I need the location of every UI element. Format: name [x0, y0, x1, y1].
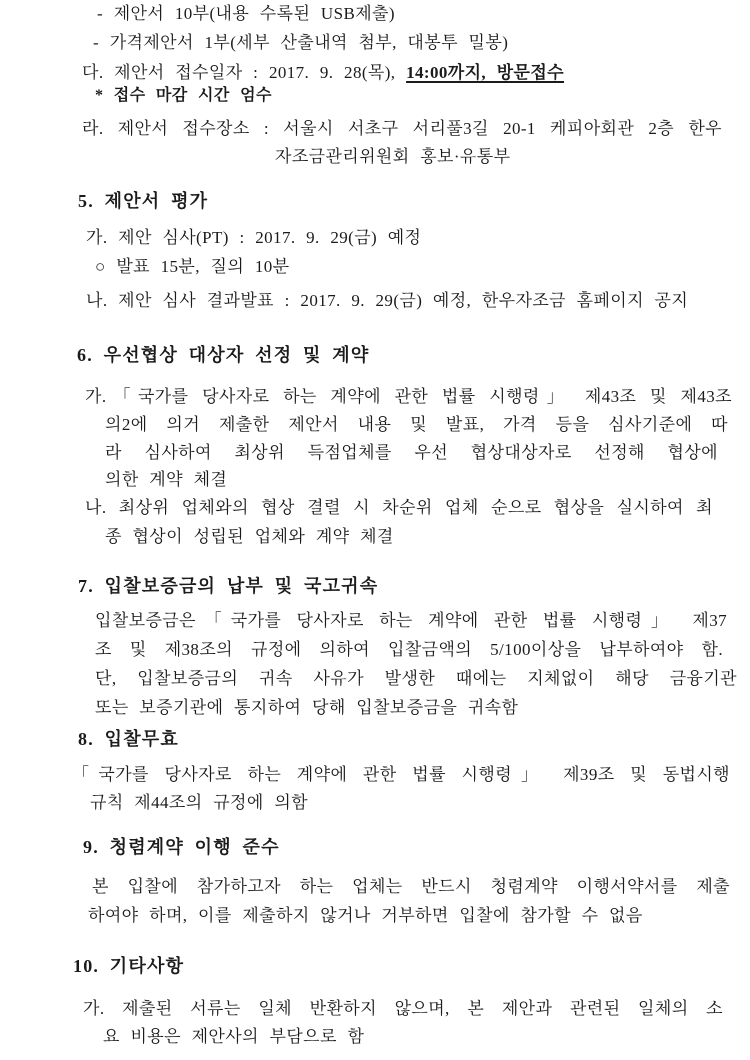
section-5-item-na: 나. 제안 심사 결과발표 : 2017. 9. 29(금) 예정, 한우자조금 홈페이지 공지 [86, 291, 689, 310]
receipt-place-line-2: 자조금관리위원회 홍보·유통부 [275, 147, 511, 166]
deliverable-item-price-proposal: - 가격제안서 1부(세부 산출내역 첨부, 대봉투 밀봉) [93, 33, 509, 52]
section-6-item-ga-line-1: 가.「국가를 당사자로 하는 계약에 관한 법률 시행령」 제43조 및 제43조 [85, 387, 732, 406]
section-6-item-na-line-1: 나. 최상위 업체와의 협상 결렬 시 차순위 업체 순으로 협상을 실시하여 최 [85, 498, 713, 517]
section-5-bullet-item: ○ 발표 15분, 질의 10분 [95, 257, 290, 276]
section-9-body-line-1: 본 입찰에 참가하고자 하는 업체는 반드시 청렴계약 이행서약서를 제출 [92, 877, 730, 896]
section-7-body-line-2: 조 및 제38조의 규정에 의하여 입찰금액의 5/100이상을 납부하여야 함. [95, 640, 723, 659]
section-7-body-line-3: 단, 입찰보증금의 귀속 사유가 발생한 때에는 지체없이 해당 금융기관 [95, 669, 737, 688]
section-10-item-ga-line-2: 요 비용은 제안사의 부담으로 함 [103, 1027, 365, 1046]
section-5-item-ga: 가. 제안 심사(PT) : 2017. 9. 29(금) 예정 [86, 228, 422, 247]
deadline-note: * 접수 마감 시간 엄수 [95, 87, 272, 104]
receipt-place-line-1: 라. 제안서 접수장소 : 서울시 서초구 서리풀3길 20-1 케피아회관 2층 한우 [82, 119, 722, 138]
section-6-item-ga-line-3: 라 심사하여 최상위 득점업체를 우선 협상대상자로 선정해 협상에 [105, 443, 718, 462]
deliverable-item-proposal-copies: - 제안서 10부(내용 수록된 USB제출) [97, 4, 395, 23]
deadline-emphasis: 14:00까지, 방문접수 [406, 63, 564, 82]
section-10-heading: 10. 기타사항 [73, 956, 185, 976]
section-9-body-line-2: 하여야 하며, 이를 제출하지 않거나 거부하면 입찰에 참가할 수 없음 [88, 906, 643, 925]
section-8-body-line-2: 규칙 제44조의 규정에 의함 [90, 793, 308, 812]
section-7-body-line-1: 입찰보증금은「국가를 당사자로 하는 계약에 관한 법률 시행령」 제37 [95, 611, 727, 630]
section-8-heading: 8. 입찰무효 [78, 729, 179, 749]
section-6-heading: 6. 우선협상 대상자 선정 및 계약 [77, 345, 370, 365]
section-10-item-ga-line-1: 가. 제출된 서류는 일체 반환하지 않으며, 본 제안과 관련된 일체의 소 [83, 999, 723, 1018]
receipt-date-line [82, 62, 564, 83]
section-6-item-na-line-2: 종 협상이 성립된 업체와 계약 체결 [105, 527, 394, 546]
section-7-body-line-4: 또는 보증기관에 통지하여 당해 입찰보증금을 귀속함 [95, 698, 519, 717]
section-9-heading: 9. 청렴계약 이행 준수 [83, 837, 280, 857]
section-8-body-line-1: 「국가를 당사자로 하는 계약에 관한 법률 시행령」 제39조 및 동법시행 [72, 765, 730, 784]
section-6-item-ga-line-4: 의한 계약 체결 [105, 470, 228, 489]
section-6-item-ga-line-2: 의2에 의거 제출한 제안서 내용 및 발표, 가격 등을 심사기준에 따 [105, 415, 728, 434]
section-5-heading: 5. 제안서 평가 [78, 191, 209, 211]
receipt-date-prefix: 다. 제안서 접수일자 : 2017. 9. 28(목), [82, 63, 407, 82]
section-7-heading: 7. 입찰보증금의 납부 및 국고귀속 [78, 576, 379, 596]
